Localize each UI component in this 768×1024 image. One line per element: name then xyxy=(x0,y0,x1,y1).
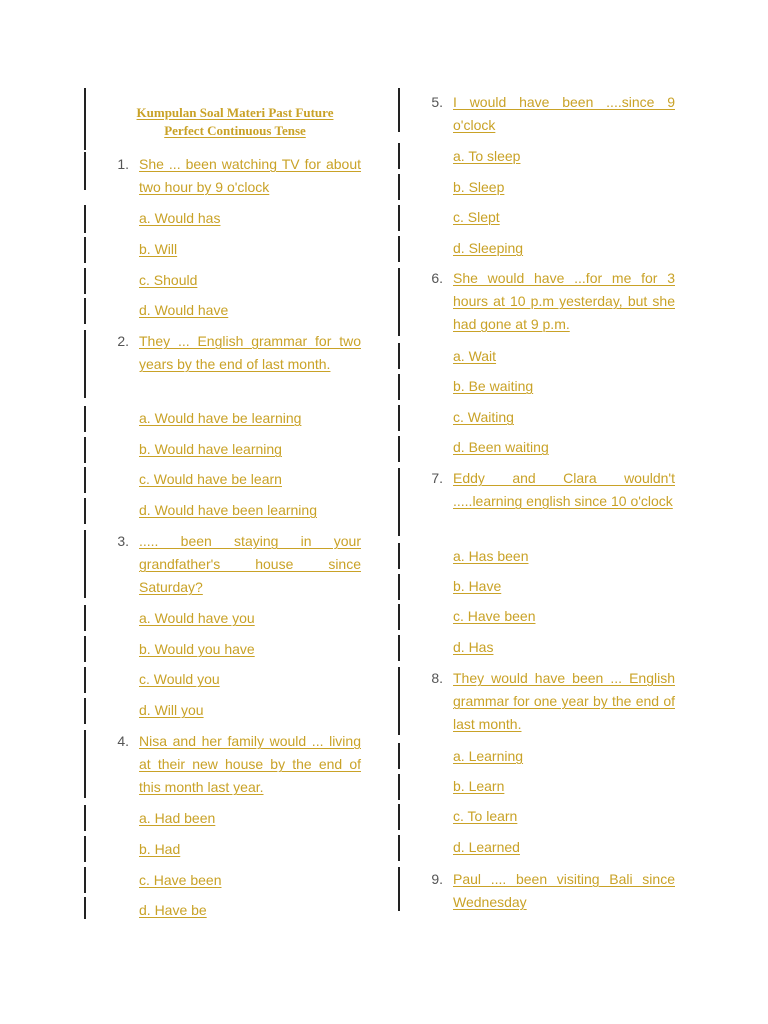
margin-bar xyxy=(398,604,400,630)
option-a[interactable]: a. Would have be learning xyxy=(139,410,302,426)
question-number: 1. xyxy=(117,156,129,172)
margin-bar xyxy=(84,636,86,662)
margin-bar xyxy=(84,152,86,190)
option-d[interactable]: d. Learned xyxy=(453,839,520,855)
option-d[interactable]: d. Has xyxy=(453,639,494,655)
margin-bar xyxy=(398,236,400,262)
margin-bar xyxy=(84,836,86,862)
margin-bar xyxy=(398,374,400,400)
margin-bar xyxy=(398,867,400,911)
option-a[interactable]: a. Wait xyxy=(453,348,497,364)
option-d[interactable]: d. Would have xyxy=(139,302,229,318)
option-a[interactable]: a. Would has xyxy=(139,210,221,226)
option-a[interactable]: a. Learning xyxy=(453,748,524,764)
option-d[interactable]: d. Would have been learning xyxy=(139,502,317,518)
margin-bar xyxy=(84,605,86,631)
option-b[interactable]: b. Learn xyxy=(453,778,505,794)
margin-bar xyxy=(398,143,400,169)
question-number: 8. xyxy=(431,670,443,686)
margin-bar xyxy=(84,730,86,798)
margin-bar xyxy=(84,698,86,724)
margin-bar xyxy=(84,498,86,524)
option-d[interactable]: d. Been waiting xyxy=(453,439,549,455)
option-b[interactable]: b. Would have learning xyxy=(139,441,282,457)
option-c[interactable]: c. To learn xyxy=(453,808,518,824)
margin-bar xyxy=(398,205,400,231)
option-d[interactable]: d. Sleeping xyxy=(453,240,524,256)
option-d[interactable]: d. Have be xyxy=(139,902,207,918)
margin-bar xyxy=(84,298,86,324)
question-number: 6. xyxy=(431,270,443,286)
option-c[interactable]: c. Have been xyxy=(453,608,536,624)
title-line-1: Kumpulan Soal Materi Past Future xyxy=(136,105,334,120)
margin-bar xyxy=(84,437,86,463)
question-number: 4. xyxy=(117,733,129,749)
margin-bar xyxy=(398,574,400,600)
option-c[interactable]: c. Waiting xyxy=(453,409,514,425)
margin-bar xyxy=(84,467,86,493)
margin-bar xyxy=(398,436,400,462)
question-text: She would have ...for me for 3 hours at 10 p.m yesterday, but she had gone at 9 p.m. xyxy=(453,270,675,332)
margin-bar xyxy=(84,667,86,693)
option-b[interactable]: b. Will xyxy=(139,241,178,257)
margin-bar xyxy=(398,405,400,431)
margin-bar xyxy=(398,635,400,661)
title-line-2: Perfect Continuous Tense xyxy=(164,123,306,138)
option-c[interactable]: c. Would you xyxy=(139,671,220,687)
option-b[interactable]: b. Sleep xyxy=(453,179,505,195)
question-text: They would have been ... English grammar for one year by the end of last month. xyxy=(453,670,675,732)
margin-bar xyxy=(84,897,86,919)
margin-bar xyxy=(84,406,86,432)
option-d[interactable]: d. Will you xyxy=(139,702,204,718)
margin-bar xyxy=(398,743,400,769)
question-text: ..... been staying in your grandfather's house since Saturday? xyxy=(139,533,361,595)
margin-bar xyxy=(398,174,400,200)
margin-bar xyxy=(398,774,400,800)
question-text: She ... been watching TV for about two hour by 9 o'clock xyxy=(139,156,361,195)
margin-bar xyxy=(84,530,86,598)
margin-bar xyxy=(398,88,400,132)
margin-bar xyxy=(398,543,400,569)
option-c[interactable]: c. Would have be learn xyxy=(139,471,282,487)
question-number: 3. xyxy=(117,533,129,549)
margin-bar xyxy=(398,343,400,369)
option-a[interactable]: a. To sleep xyxy=(453,148,521,164)
question-text: Eddy and Clara wouldn't .....learning english since 10 o'clock xyxy=(453,470,675,509)
option-a[interactable]: a. Had been xyxy=(139,810,216,826)
question-number: 2. xyxy=(117,333,129,349)
option-c[interactable]: c. Slept xyxy=(453,209,500,225)
margin-bar xyxy=(84,88,86,150)
margin-bar xyxy=(84,867,86,893)
margin-bar xyxy=(84,205,86,233)
margin-bar xyxy=(84,330,86,398)
question-text: I would have been ....since 9 o'clock xyxy=(453,94,675,133)
question-number: 5. xyxy=(431,94,443,110)
margin-bar xyxy=(84,237,86,263)
option-b[interactable]: b. Would you have xyxy=(139,641,255,657)
question-text: They ... English grammar for two years by the end of last month. xyxy=(139,333,361,372)
question-number: 9. xyxy=(431,871,443,887)
option-c[interactable]: c. Should xyxy=(139,272,198,288)
question-text: Paul .... been visiting Bali since Wednesday xyxy=(453,871,675,910)
option-a[interactable]: a. Would have you xyxy=(139,610,255,626)
margin-bar xyxy=(84,805,86,831)
margin-bar xyxy=(398,835,400,861)
margin-bar xyxy=(398,268,400,336)
option-c[interactable]: c. Have been xyxy=(139,872,222,888)
margin-bar xyxy=(398,667,400,735)
margin-bar xyxy=(398,804,400,830)
option-a[interactable]: a. Has been xyxy=(453,548,529,564)
question-text: Nisa and her family would ... living at their new house by the end of this month last year. xyxy=(139,733,361,795)
margin-bar xyxy=(84,268,86,294)
margin-bar xyxy=(398,468,400,536)
option-b[interactable]: b. Be waiting xyxy=(453,378,534,394)
option-b[interactable]: b. Have xyxy=(453,578,502,594)
question-number: 7. xyxy=(431,470,443,486)
option-b[interactable]: b. Had xyxy=(139,841,181,857)
document-title xyxy=(110,104,360,140)
